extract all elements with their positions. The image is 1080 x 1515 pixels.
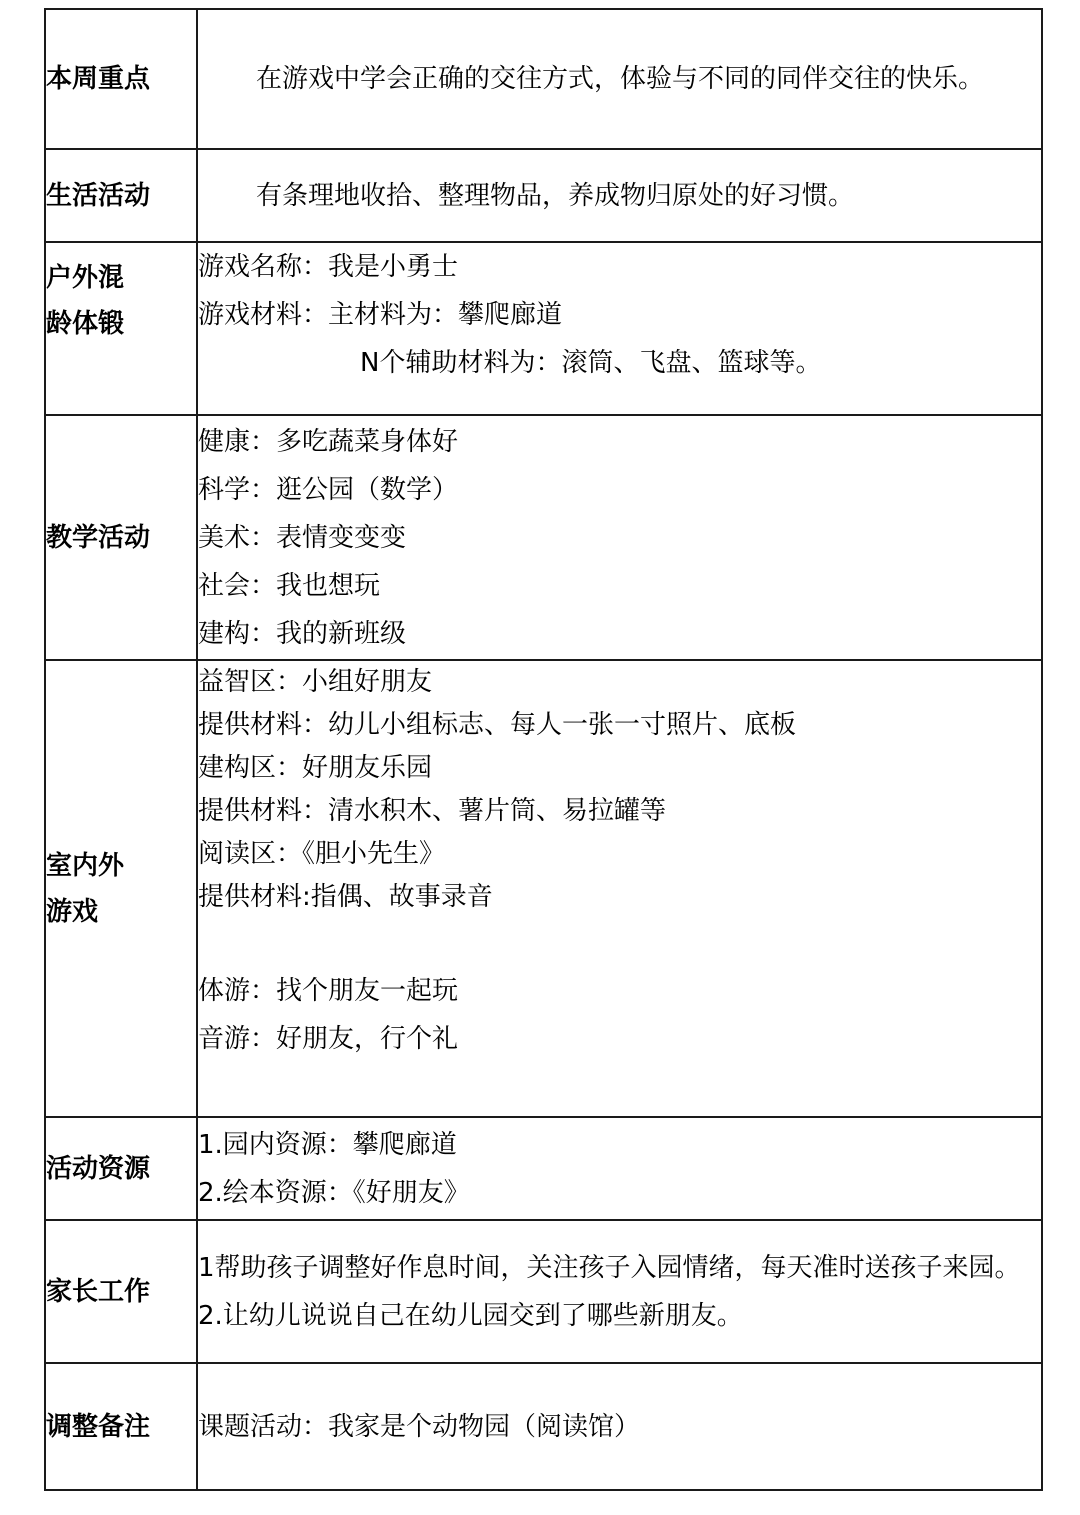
- games-item: 阅读区：《胆小先生》: [198, 839, 446, 869]
- games-label-line2: 游戏: [46, 896, 99, 927]
- content-life-activity: [197, 149, 1042, 242]
- row-activity-resources: [45, 1117, 1042, 1220]
- label-weekly-focus: 本周重点: [45, 9, 197, 149]
- adjustment-notes-text: 课题活动：我家是个动物园（阅读馆）: [198, 1411, 641, 1442]
- content-adjustment-notes: [197, 1363, 1042, 1490]
- content-weekly-focus: [197, 9, 1042, 149]
- row-outdoor-exercise: [45, 242, 1042, 415]
- row-teaching-activity: [45, 415, 1042, 660]
- parent-item-2: 2.让幼儿说说自己在幼儿园交到了哪些新朋友。: [198, 1300, 743, 1331]
- row-parent-work: [45, 1220, 1042, 1363]
- label-life-activity: 生活活动: [45, 149, 197, 242]
- label-adjustment-notes: 调整备注: [45, 1363, 197, 1490]
- row-indoor-outdoor-games: [45, 660, 1042, 1117]
- teaching-item: 科学：逛公园（数学）: [198, 474, 459, 505]
- label-indoor-outdoor-games: [45, 660, 197, 1117]
- label-activity-resources: 活动资源: [45, 1117, 197, 1220]
- row-adjustment-notes: [45, 1363, 1042, 1490]
- weekly-focus-text: 在游戏中学会正确的交往方式，体验与不同的同伴交往的快乐。: [256, 64, 985, 94]
- games-item: 提供材料：清水积木、薯片筒、易拉罐等: [198, 796, 667, 826]
- games-outdoor-item: 体游：找个朋友一起玩: [198, 976, 459, 1006]
- row-weekly-focus: [45, 9, 1042, 149]
- resource-item: 2.绘本资源：《好朋友》: [198, 1177, 470, 1208]
- games-spacer: [198, 919, 1041, 967]
- outdoor-label-line1: 户外混: [46, 263, 125, 293]
- teaching-item: 社会：我也想玩: [198, 570, 381, 601]
- label-parent-work: 家长工作: [45, 1220, 197, 1363]
- parent-item-1: 1帮助孩子调整好作息时间，关注孩子入园情绪，每天准时送孩子来园。: [198, 1252, 1021, 1283]
- label-outdoor-exercise: [45, 242, 197, 415]
- content-outdoor-exercise: [197, 242, 1042, 415]
- label-teaching-activity: 教学活动: [45, 415, 197, 660]
- content-parent-work: [197, 1220, 1042, 1363]
- games-item: 益智区：小组好朋友: [198, 667, 433, 697]
- games-item: 提供材料：幼儿小组标志、每人一张一寸照片、底板: [198, 710, 797, 740]
- outdoor-label-line2: 龄体锻: [46, 309, 125, 339]
- content-indoor-outdoor-games: [197, 660, 1042, 1117]
- teaching-item: 建构：我的新班级: [198, 618, 407, 649]
- outdoor-material-aux: N个辅助材料为：滚筒、飞盘、篮球等。: [360, 348, 822, 378]
- life-activity-text: 有条理地收拾、整理物品，养成物归原处的好习惯。: [256, 180, 855, 211]
- outdoor-game-name: 游戏名称：我是小勇士: [198, 252, 459, 282]
- teaching-item: 美术：表情变变变: [198, 522, 407, 553]
- games-item: 提供材料:指偶、故事录音: [198, 882, 493, 912]
- content-teaching-activity: [197, 415, 1042, 660]
- games-item: 建构区：好朋友乐园: [198, 753, 433, 783]
- outdoor-material-main: 游戏材料：主材料为：攀爬廊道: [198, 300, 563, 330]
- games-outdoor-item: 音游：好朋友，行个礼: [198, 1024, 459, 1054]
- teaching-item: 健康：多吃蔬菜身体好: [198, 426, 459, 457]
- row-life-activity: [45, 149, 1042, 242]
- content-activity-resources: [197, 1117, 1042, 1220]
- games-label-line1: 室内外: [46, 850, 125, 881]
- weekly-plan-table: [44, 8, 1043, 1491]
- resource-item: 1.园内资源：攀爬廊道: [198, 1129, 457, 1160]
